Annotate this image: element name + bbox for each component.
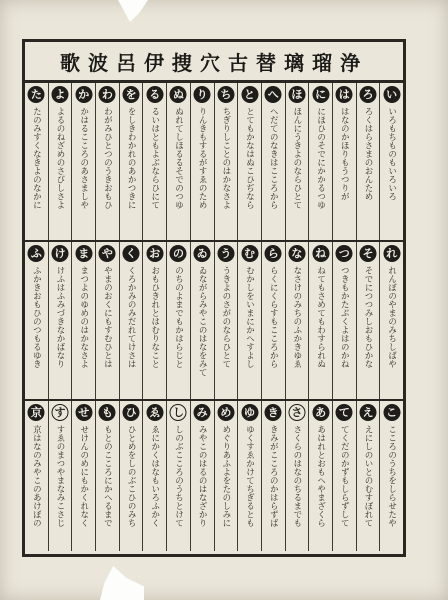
verse-column bbox=[379, 242, 403, 399]
kana-key-badge: 京 bbox=[28, 404, 45, 421]
kana-key-badge: や bbox=[99, 245, 116, 262]
verse-text: ちぎりしことのはかなさよ bbox=[220, 107, 231, 209]
section-3 bbox=[25, 401, 403, 551]
verse-text: けふはふみづきなかばなり bbox=[55, 266, 66, 368]
kana-key-badge: そ bbox=[359, 245, 376, 262]
verse-text: ゑにかくはなもいろふかく bbox=[149, 425, 160, 527]
verse-text: ひとめをしのぶこひのみち bbox=[126, 425, 137, 527]
verse-column bbox=[356, 83, 380, 240]
verse-column bbox=[356, 242, 380, 399]
verse-text: にほひのそでにかかるつゆ bbox=[315, 107, 326, 209]
verse-text: 京はなのみやこのあけぼの bbox=[31, 425, 42, 527]
verse-text: そでにつつみしおもひかな bbox=[362, 266, 373, 368]
kana-key-badge: わ bbox=[99, 86, 116, 103]
verse-text: しのぶこころのうちとけて bbox=[173, 425, 184, 527]
verse-column bbox=[48, 83, 72, 240]
kana-key-badge: ふ bbox=[28, 245, 45, 262]
verse-column bbox=[142, 401, 166, 551]
verse-column bbox=[95, 83, 119, 240]
verse-text: かはるこころのあさましや bbox=[78, 107, 89, 209]
verse-text: みやこのはるのはなざかり bbox=[197, 425, 208, 527]
kana-key-badge: は bbox=[336, 86, 353, 103]
section-1 bbox=[25, 83, 403, 242]
paper-tear-top bbox=[118, 0, 148, 22]
title-band bbox=[25, 42, 403, 83]
verse-column bbox=[25, 242, 48, 399]
verse-text: たのみすくなきよのなかに bbox=[31, 107, 42, 209]
kana-key-badge: し bbox=[170, 404, 187, 421]
kana-key-badge: い bbox=[383, 86, 400, 103]
kana-key-badge: と bbox=[241, 86, 258, 103]
kana-key-badge: へ bbox=[265, 86, 282, 103]
verse-column bbox=[308, 242, 332, 399]
kana-key-badge: え bbox=[359, 404, 376, 421]
kana-key-badge: く bbox=[123, 245, 140, 262]
verse-text: わがみひとつのうきおもひ bbox=[102, 107, 113, 209]
kana-key-badge: ね bbox=[312, 245, 329, 262]
kana-key-badge: な bbox=[288, 245, 305, 262]
verse-column bbox=[379, 83, 403, 240]
verse-text: ぬれてしほるるそでのつゆ bbox=[173, 107, 184, 209]
verse-text: まつよのゆめのはかなさよ bbox=[78, 266, 89, 368]
verse-text: ゆくすゑかけてちぎるとも bbox=[244, 425, 255, 527]
kana-key-badge: ろ bbox=[359, 86, 376, 103]
verse-text: へだてのなきはこころから bbox=[268, 107, 279, 209]
verse-column bbox=[285, 83, 309, 240]
kana-key-badge: す bbox=[52, 404, 69, 421]
verse-text: るいはともよぶならひにて bbox=[149, 107, 160, 209]
verse-text: ふかきおもひのつもるゆき bbox=[31, 266, 42, 368]
verse-column bbox=[308, 401, 332, 551]
verse-column bbox=[25, 83, 48, 240]
verse-column bbox=[190, 401, 214, 551]
kana-key-badge: ゑ bbox=[146, 404, 163, 421]
section-columns bbox=[25, 83, 403, 240]
verse-text: ろくはらさまのおんため bbox=[362, 107, 373, 201]
verse-column bbox=[119, 401, 143, 551]
verse-text: むかしをいまにかへすよし bbox=[244, 266, 255, 368]
verse-column bbox=[142, 83, 166, 240]
verse-text: すゑのまつやまなみこさじ bbox=[55, 425, 66, 527]
verse-column bbox=[379, 401, 403, 551]
verse-column bbox=[71, 242, 95, 399]
verse-text: はなのかほりもうつりが bbox=[339, 107, 350, 201]
kana-key-badge: け bbox=[52, 245, 69, 262]
verse-text: れんぼのやまのみちしばや bbox=[386, 266, 397, 368]
verse-column bbox=[285, 242, 309, 399]
verse-text: なさけのみちのふかきゆゑ bbox=[291, 266, 302, 368]
verse-column bbox=[332, 401, 356, 551]
print-frame bbox=[22, 39, 406, 557]
verse-text: よるのねざめのさびしさよ bbox=[55, 107, 66, 209]
kana-key-badge: よ bbox=[52, 86, 69, 103]
kana-key-badge: か bbox=[75, 86, 92, 103]
verse-column bbox=[48, 401, 72, 551]
verse-column bbox=[332, 83, 356, 240]
verse-column bbox=[25, 401, 48, 551]
kana-key-badge: ゐ bbox=[194, 245, 211, 262]
verse-text: こころのうちをしらせたや bbox=[386, 425, 397, 527]
verse-text: くろかみのみだれてけさは bbox=[126, 266, 137, 368]
verse-text: もとのこころにかへるまで bbox=[102, 425, 113, 527]
verse-column bbox=[237, 401, 261, 551]
kana-key-badge: ひ bbox=[123, 404, 140, 421]
verse-column bbox=[166, 242, 190, 399]
kana-key-badge: の bbox=[170, 245, 187, 262]
verse-text: めぐりあふよをたのしみに bbox=[220, 425, 231, 527]
verse-column bbox=[95, 401, 119, 551]
verse-column bbox=[190, 242, 214, 399]
verse-text: あはれとおもへやまざくら bbox=[315, 425, 326, 527]
verse-column bbox=[308, 83, 332, 240]
kana-key-badge: お bbox=[146, 245, 163, 262]
verse-column bbox=[119, 242, 143, 399]
verse-column bbox=[119, 83, 143, 240]
verse-text: らくにくらすもこころから bbox=[268, 266, 279, 368]
kana-key-badge: つ bbox=[336, 245, 353, 262]
verse-text: とてもかなはぬこひぢなら bbox=[244, 107, 255, 209]
kana-key-badge: を bbox=[123, 86, 140, 103]
kana-key-badge: た bbox=[28, 86, 45, 103]
verse-column bbox=[237, 83, 261, 240]
verse-column bbox=[332, 242, 356, 399]
kana-key-badge: う bbox=[217, 245, 234, 262]
verse-text: きみがこころのかはらずば bbox=[268, 425, 279, 527]
verse-text: えにしのいとのむすぼれて bbox=[362, 425, 373, 527]
paper-tear-bottom bbox=[100, 566, 144, 600]
kana-key-badge: ら bbox=[265, 245, 282, 262]
section-2 bbox=[25, 242, 403, 401]
kana-key-badge: ま bbox=[75, 245, 92, 262]
kana-key-badge: む bbox=[241, 245, 258, 262]
verse-text: りんきもするがすゑのため bbox=[197, 107, 208, 209]
verse-text: うきよのさがのならひとて bbox=[220, 266, 231, 368]
verse-text: おもひきれとはむりなこと bbox=[149, 266, 160, 368]
verse-column bbox=[71, 83, 95, 240]
kana-key-badge: れ bbox=[383, 245, 400, 262]
verse-column bbox=[237, 242, 261, 399]
kana-key-badge: き bbox=[265, 404, 282, 421]
kana-key-badge: こ bbox=[383, 404, 400, 421]
verse-column bbox=[190, 83, 214, 240]
verse-column bbox=[166, 83, 190, 240]
verse-column bbox=[214, 83, 238, 240]
verse-column bbox=[214, 242, 238, 399]
kana-key-badge: る bbox=[146, 86, 163, 103]
kana-key-badge: も bbox=[99, 404, 116, 421]
verse-column bbox=[71, 401, 95, 551]
kana-key-badge: み bbox=[194, 404, 211, 421]
kana-key-badge: ゆ bbox=[241, 404, 258, 421]
kana-key-badge: さ bbox=[288, 404, 305, 421]
kana-key-badge: り bbox=[194, 86, 211, 103]
kana-key-badge: ち bbox=[217, 86, 234, 103]
verse-column bbox=[356, 401, 380, 551]
kana-key-badge: あ bbox=[312, 404, 329, 421]
verse-column bbox=[95, 242, 119, 399]
verse-text: ほんにうきよのならひとて bbox=[291, 107, 302, 209]
verse-text: ゐながらみやこのはなをみて bbox=[197, 266, 208, 377]
verse-column bbox=[261, 83, 285, 240]
verse-column bbox=[48, 242, 72, 399]
verse-text: さくらのはなのちるまでも bbox=[291, 425, 302, 527]
verse-text: つきもかたぶくよはのかね bbox=[339, 266, 350, 368]
verse-column bbox=[261, 242, 285, 399]
verse-column bbox=[261, 401, 285, 551]
page-title: 浄瑠璃替古穴捜伊呂波歌 bbox=[60, 50, 368, 75]
verse-text: をしきわかれのあかつきに bbox=[126, 107, 137, 209]
verse-text: てくだのかずもしらずして bbox=[339, 425, 350, 527]
verse-text: やまのおくにもすむひとは bbox=[102, 266, 113, 368]
verse-column bbox=[166, 401, 190, 551]
kana-key-badge: め bbox=[217, 404, 234, 421]
section-columns bbox=[25, 401, 403, 551]
kana-key-badge: ぬ bbox=[170, 86, 187, 103]
verse-text: せけんのめにもかくれなく bbox=[78, 425, 89, 527]
section-columns bbox=[25, 242, 403, 399]
kana-key-badge: ほ bbox=[288, 86, 305, 103]
verse-column bbox=[214, 401, 238, 551]
kana-key-badge: に bbox=[312, 86, 329, 103]
verse-column bbox=[285, 401, 309, 551]
verse-text: のちのよまでもかはらじと bbox=[173, 266, 184, 368]
verse-text: ねてもさめてもわすられぬ bbox=[315, 266, 326, 368]
verse-text: いろもちものもいろいろ bbox=[386, 107, 397, 201]
kana-key-badge: て bbox=[336, 404, 353, 421]
kana-key-badge: せ bbox=[75, 404, 92, 421]
verse-column bbox=[142, 242, 166, 399]
